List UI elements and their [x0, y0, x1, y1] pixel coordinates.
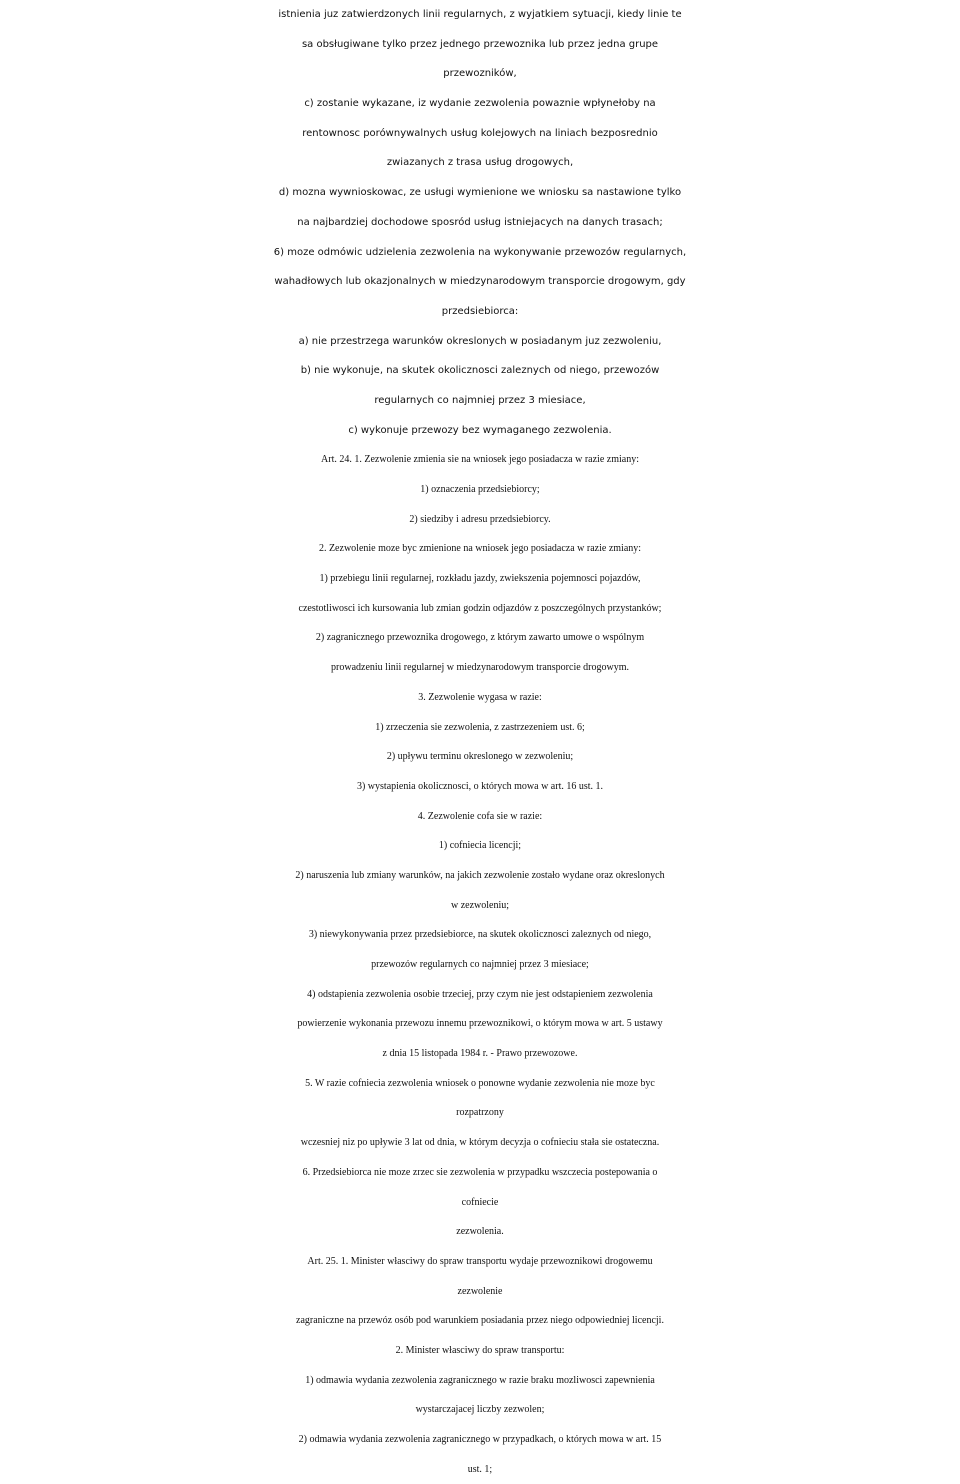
- text-line: wystarczajacej liczby zezwolen;: [415, 1404, 545, 1416]
- article-heading: Art. 24. 1. Zezwolenie zmienia sie na wniosek jego posiadacza w razie zmiany:: [321, 454, 639, 466]
- text-line: prowadzeniu linii regularnej w miedzynarodowym transporcie drogowym.: [331, 662, 629, 674]
- text-line: 2) siedziby i adresu przedsiebiorcy.: [409, 513, 551, 525]
- article-heading: Art. 25. 1. Minister własciwy do spraw transportu wydaje przewoznikowi drogowemu: [307, 1255, 653, 1267]
- text-line: zwiazanych z trasa usług drogowych,: [386, 157, 574, 169]
- text-line: 3. Zezwolenie wygasa w razie:: [418, 691, 542, 703]
- text-line: wczesniej niz po upływie 3 lat od dnia, w którym decyzja o cofnieciu stała sie ostateczna.: [300, 1137, 660, 1149]
- text-line: przedsiebiorca:: [441, 305, 519, 317]
- text-line: zezwolenia.: [456, 1226, 504, 1238]
- text-line: czestotliwosci ich kursowania lub zmian godzin odjazdów z poszczególnych przystanków;: [298, 602, 662, 614]
- text-line: przewozników,: [443, 68, 517, 80]
- text-line: 1) oznaczenia przedsiebiorcy;: [420, 484, 540, 495]
- text-line: zezwolenie: [457, 1285, 503, 1297]
- text-line: 2. Minister własciwy do spraw transportu:: [395, 1344, 565, 1356]
- text-line: 4) odstapienia zezwolenia osobie trzeciej, przy czym nie jest odstapieniem zezwolenia: [307, 988, 653, 1000]
- text-line: istnienia juz zatwierdzonych linii regularnych, z wyjatkiem sytuacji, kiedy linie te: [278, 9, 682, 20]
- text-line: d) mozna wywnioskowac, ze usługi wymienione we wniosku sa nastawione tylko: [278, 187, 682, 199]
- text-line: z dnia 15 listopada 1984 r. - Prawo przewozowe.: [382, 1048, 578, 1060]
- text-line: regularnych co najmniej przez 3 miesiace,: [374, 394, 586, 406]
- text-line: na najbardziej dochodowe sposród usług istniejacych na danych trasach;: [297, 216, 663, 228]
- text-line: powierzenie wykonania przewozu innemu przewoznikowi, o którym mowa w art. 5 ustawy: [297, 1018, 663, 1030]
- text-line: 6) moze odmówic udzielenia zezwolenia na wykonywanie przewozów regularnych,: [273, 246, 687, 258]
- text-line: 3) niewykonywania przez przedsiebiorce, na skutek okolicznosci zaleznych od niego,: [308, 929, 652, 941]
- text-line: zagraniczne na przewóz osób pod warunkiem posiadania przez niego odpowiedniej licencji.: [296, 1315, 664, 1327]
- text-line: 2) zagranicznego przewoznika drogowego, z którym zawarto umowe o wspólnym: [315, 632, 645, 644]
- text-line: 2. Zezwolenie moze byc zmienione na wniosek jego posiadacza w razie zmiany:: [318, 543, 642, 555]
- text-line: 1) cofniecia licencji;: [438, 840, 522, 852]
- text-line: 2) naruszenia lub zmiany warunków, na jakich zezwolenie zostało wydane oraz okreslonych: [295, 869, 665, 881]
- text-line: 6. Przedsiebiorca nie moze zrzec sie zezwolenia w przypadku wszczecia postepowania o: [302, 1166, 658, 1178]
- text-line: 5. W razie cofniecia zezwolenia wniosek o ponowne wydanie zezwolenia nie moze byc: [305, 1077, 655, 1089]
- text-line: 2) upływu terminu okreslonego w zezwoleniu;: [386, 751, 574, 763]
- text-line: 3) wystapienia okolicznosci, o których mowa w art. 16 ust. 1.: [356, 780, 604, 792]
- text-line: wahadłowych lub okazjonalnych w miedzynarodowym transporcie drogowym, gdy: [274, 276, 686, 288]
- text-line: cofniecie: [461, 1196, 499, 1208]
- text-line: a) nie przestrzega warunków okreslonych w posiadanym juz zezwoleniu,: [298, 335, 662, 347]
- text-line: rozpatrzony: [456, 1107, 504, 1119]
- text-line: rentownosc porównywalnych usług kolejowych na liniach bezposrednio: [302, 127, 658, 139]
- text-line: sa obsługiwane tylko przez jednego przewoznika lub przez jedna grupe: [301, 38, 659, 50]
- text-line: c) zostanie wykazane, iz wydanie zezwolenia powaznie wpłynełoby na: [304, 98, 656, 110]
- text-line: w zezwoleniu;: [450, 899, 510, 911]
- text-line: b) nie wykonuje, na skutek okolicznosci zaleznych od niego, przewozów: [300, 365, 660, 377]
- text-line: ust. 1;: [467, 1463, 493, 1475]
- text-line: 1) odmawia wydania zezwolenia zagranicznego w razie braku mozliwosci zapewnienia: [305, 1374, 655, 1386]
- text-line: 1) przebiegu linii regularnej, rozkładu jazdy, zwiekszenia pojemnosci pojazdów,: [319, 573, 641, 585]
- text-line: 4. Zezwolenie cofa sie w razie:: [417, 810, 543, 822]
- text-line: przewozów regularnych co najmniej przez 3 miesiace;: [371, 959, 589, 970]
- text-line: 2) odmawia wydania zezwolenia zagranicznego w przypadkach, o których mowa w art. 15: [298, 1434, 662, 1445]
- text-line: c) wykonuje przewozy bez wymaganego zezwolenia.: [348, 424, 612, 436]
- text-line: 1) zrzeczenia sie zezwolenia, z zastrzezeniem ust. 6;: [375, 721, 585, 733]
